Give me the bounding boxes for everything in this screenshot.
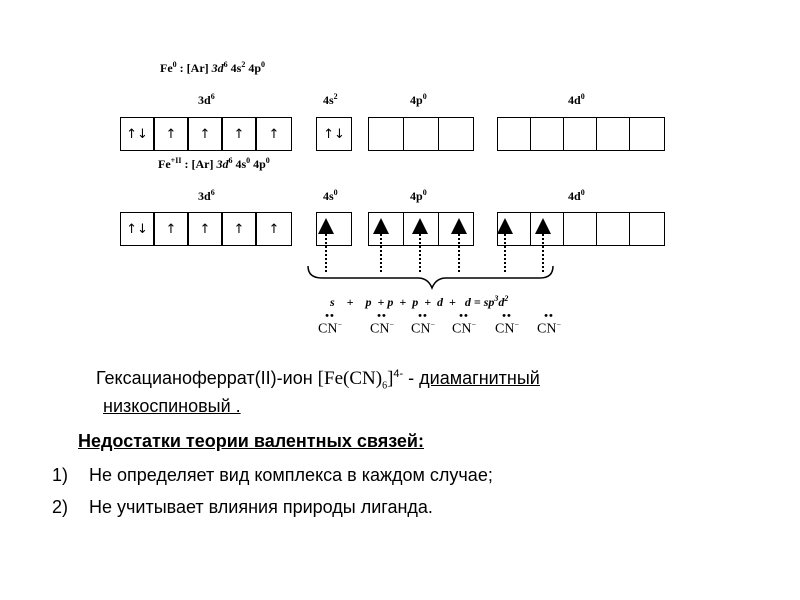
label-4p-fe0: $4p^0$ xyxy=(410,92,427,107)
orbital-cell: ↑ xyxy=(154,117,188,151)
ligand-cn: •• CN− xyxy=(318,310,342,337)
ligand-cn: •• CN− xyxy=(452,310,476,337)
label-4p-fe2: $4p^0$ xyxy=(410,188,427,203)
orbital-cell: ↑ xyxy=(256,117,292,151)
hybridization-formula: s + p + p + p + d + $d = sp^3d^2$ xyxy=(330,294,509,309)
list-item-text: Не определяет вид комплекса в каждом случае; xyxy=(89,465,493,485)
ligand-cn: •• CN− xyxy=(370,310,394,337)
label-4s-fe2: $4s^0$ xyxy=(323,188,338,203)
label-4s-fe0: $4s^2$ xyxy=(323,92,338,107)
list-item-number: 1) xyxy=(52,465,69,485)
list-item-number: 2) xyxy=(52,497,69,517)
ion-description: Гексацианоферрат(II)-ион $[Fe(CN)_6]^{4-}$ - диамагнитный xyxy=(96,368,540,392)
list-item xyxy=(52,465,493,486)
label-4d-fe2: $4d^0$ xyxy=(568,188,585,203)
curly-brace xyxy=(308,266,553,288)
orbital-cell: ↑↓ xyxy=(120,117,154,151)
label-3d-fe2: $3d^6$ xyxy=(198,188,215,203)
fe2-configuration: $Fe^{+II}$ : [Ar] $3d^6$ $4s^0$ $4p^0$ xyxy=(158,156,270,171)
orbital-cell: ↑↓ xyxy=(316,117,352,151)
label-3d-fe0: $3d^6$ xyxy=(198,92,215,107)
label-4d-fe0: $4d^0$ xyxy=(568,92,585,107)
list-item-text: Не учитывает влияния природы лиганда. xyxy=(89,497,433,517)
fe0-configuration: Fe$^0$ : [Ar] $3d^6$ $4s^2$ $4p^0$ xyxy=(160,60,265,75)
orbital-cell: ↑ xyxy=(222,117,256,151)
ligand-cn: •• CN− xyxy=(411,310,435,337)
ion-property-low-spin: низкоспиновый . xyxy=(103,396,241,416)
orbital-cell: ↑ xyxy=(188,212,222,246)
orbital-cell: ↑ xyxy=(154,212,188,246)
section-heading: Недостатки теории валентных связей: xyxy=(78,431,424,451)
orbital-cell: ↑ xyxy=(256,212,292,246)
orbital-cell: ↑↓ xyxy=(120,212,154,246)
ligand-cn: •• CN− xyxy=(495,310,519,337)
orbital-cell: ↑ xyxy=(222,212,256,246)
ligand-cn: •• CN− xyxy=(537,310,561,337)
orbital-cell: ↑ xyxy=(188,117,222,151)
list-item xyxy=(52,497,433,518)
